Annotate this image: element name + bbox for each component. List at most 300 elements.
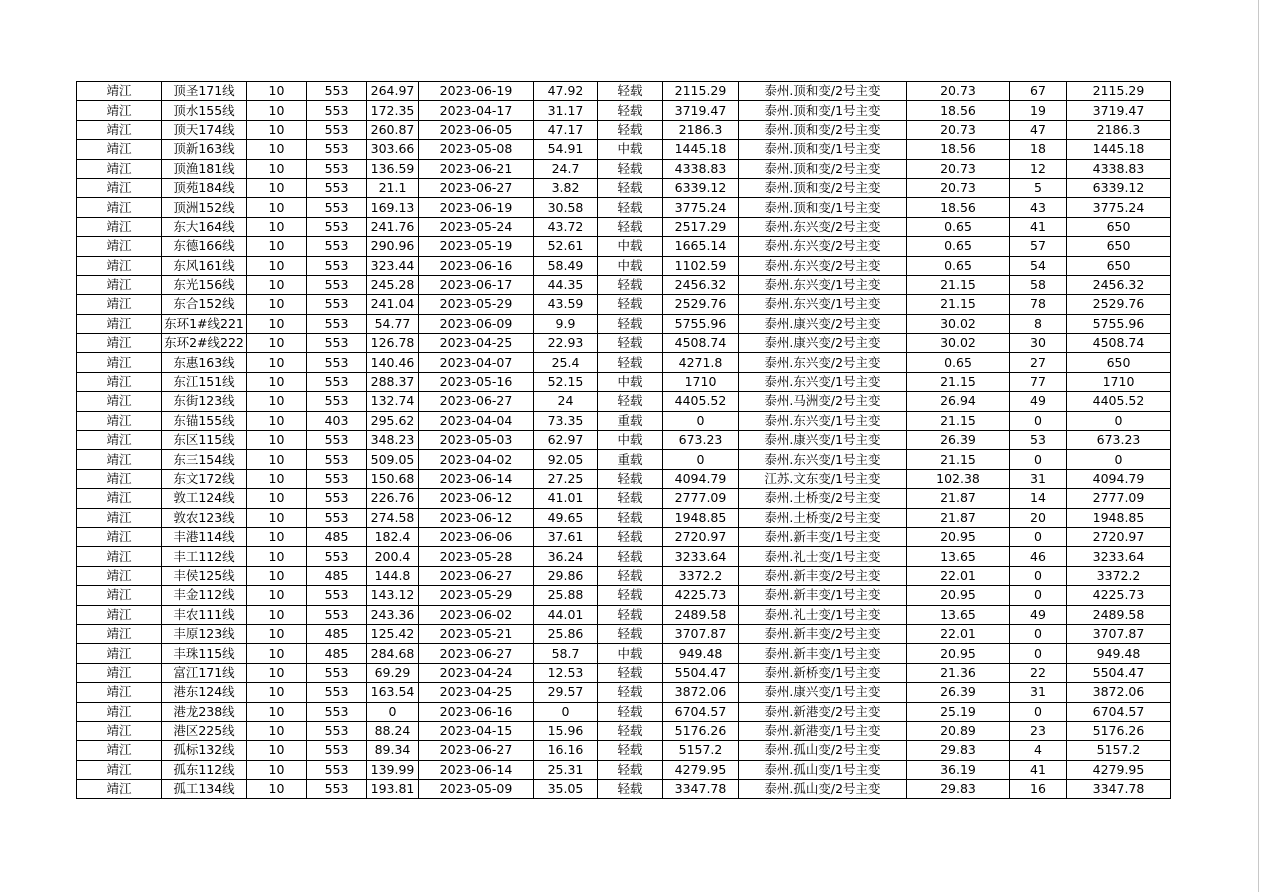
capacity-cell: 553 — [307, 392, 367, 411]
transformer-value-cell: 18.56 — [907, 101, 1010, 120]
count-cell: 30 — [1010, 334, 1067, 353]
load-status-cell: 中载 — [598, 372, 663, 391]
line-name-cell: 顶苑184线 — [162, 178, 247, 197]
load-rate-cell: 30.58 — [534, 198, 598, 217]
load-rate-cell: 44.35 — [534, 275, 598, 294]
count-cell: 14 — [1010, 489, 1067, 508]
load-cell: 193.81 — [367, 780, 419, 799]
final-capacity-cell: 2720.97 — [1067, 527, 1171, 546]
table-row — [77, 82, 1171, 101]
county-cell: 靖江 — [77, 663, 162, 682]
table-row — [77, 392, 1171, 411]
voltage-cell: 10 — [247, 431, 307, 450]
count-cell: 0 — [1010, 644, 1067, 663]
table-row — [77, 217, 1171, 236]
voltage-cell: 10 — [247, 566, 307, 585]
capacity-cell: 553 — [307, 547, 367, 566]
voltage-cell: 10 — [247, 721, 307, 740]
county-cell: 靖江 — [77, 353, 162, 372]
transformer-cell: 泰州.孤山变/1号主变 — [739, 760, 907, 779]
available-capacity-cell: 2517.29 — [663, 217, 739, 236]
county-cell: 靖江 — [77, 741, 162, 760]
load-status-cell: 轻载 — [598, 489, 663, 508]
load-rate-cell: 47.92 — [534, 82, 598, 101]
date-cell: 2023-04-25 — [419, 683, 534, 702]
load-cell: 288.37 — [367, 372, 419, 391]
table-row — [77, 469, 1171, 488]
final-capacity-cell: 0 — [1067, 450, 1171, 469]
transformer-value-cell: 22.01 — [907, 566, 1010, 585]
load-rate-cell: 73.35 — [534, 411, 598, 430]
capacity-cell: 553 — [307, 334, 367, 353]
voltage-cell: 10 — [247, 353, 307, 372]
count-cell: 57 — [1010, 237, 1067, 256]
load-rate-cell: 62.97 — [534, 431, 598, 450]
capacity-cell: 553 — [307, 489, 367, 508]
load-status-cell: 轻载 — [598, 741, 663, 760]
transformer-value-cell: 20.95 — [907, 586, 1010, 605]
count-cell: 0 — [1010, 624, 1067, 643]
load-rate-cell: 54.91 — [534, 140, 598, 159]
capacity-cell: 553 — [307, 450, 367, 469]
available-capacity-cell: 3707.87 — [663, 624, 739, 643]
transformer-value-cell: 21.36 — [907, 663, 1010, 682]
available-capacity-cell: 1665.14 — [663, 237, 739, 256]
transformer-value-cell: 20.73 — [907, 120, 1010, 139]
date-cell: 2023-05-03 — [419, 431, 534, 450]
count-cell: 58 — [1010, 275, 1067, 294]
load-status-cell: 轻载 — [598, 605, 663, 624]
date-cell: 2023-06-27 — [419, 178, 534, 197]
available-capacity-cell: 2529.76 — [663, 295, 739, 314]
available-capacity-cell: 5176.26 — [663, 721, 739, 740]
transformer-value-cell: 20.73 — [907, 159, 1010, 178]
transformer-value-cell: 21.15 — [907, 450, 1010, 469]
load-status-cell: 轻载 — [598, 314, 663, 333]
transformer-cell: 泰州.东兴变/2号主变 — [739, 256, 907, 275]
count-cell: 67 — [1010, 82, 1067, 101]
load-rate-cell: 52.15 — [534, 372, 598, 391]
count-cell: 78 — [1010, 295, 1067, 314]
load-cell: 323.44 — [367, 256, 419, 275]
load-status-cell: 轻载 — [598, 780, 663, 799]
capacity-cell: 553 — [307, 508, 367, 527]
load-cell: 169.13 — [367, 198, 419, 217]
capacity-cell: 553 — [307, 353, 367, 372]
available-capacity-cell: 2777.09 — [663, 489, 739, 508]
load-status-cell: 轻载 — [598, 101, 663, 120]
load-status-cell: 轻载 — [598, 683, 663, 702]
count-cell: 41 — [1010, 217, 1067, 236]
available-capacity-cell: 3233.64 — [663, 547, 739, 566]
transformer-cell: 泰州.新桥变/1号主变 — [739, 663, 907, 682]
table-row — [77, 702, 1171, 721]
final-capacity-cell: 6704.57 — [1067, 702, 1171, 721]
line-name-cell: 东环1#线221 — [162, 314, 247, 333]
available-capacity-cell: 949.48 — [663, 644, 739, 663]
table-row — [77, 178, 1171, 197]
line-name-cell: 丰珠115线 — [162, 644, 247, 663]
load-rate-cell: 43.72 — [534, 217, 598, 236]
load-rate-cell: 29.57 — [534, 683, 598, 702]
date-cell: 2023-05-16 — [419, 372, 534, 391]
line-name-cell: 丰侯125线 — [162, 566, 247, 585]
transformer-value-cell: 20.95 — [907, 644, 1010, 663]
load-cell: 348.23 — [367, 431, 419, 450]
load-rate-cell: 0 — [534, 702, 598, 721]
line-name-cell: 敦农123线 — [162, 508, 247, 527]
load-rate-cell: 44.01 — [534, 605, 598, 624]
table-row — [77, 741, 1171, 760]
final-capacity-cell: 4225.73 — [1067, 586, 1171, 605]
voltage-cell: 10 — [247, 624, 307, 643]
load-cell: 172.35 — [367, 101, 419, 120]
count-cell: 31 — [1010, 683, 1067, 702]
load-rate-cell: 37.61 — [534, 527, 598, 546]
count-cell: 49 — [1010, 392, 1067, 411]
county-cell: 靖江 — [77, 605, 162, 624]
load-rate-cell: 52.61 — [534, 237, 598, 256]
voltage-cell: 10 — [247, 372, 307, 391]
load-status-cell: 轻载 — [598, 295, 663, 314]
load-cell: 21.1 — [367, 178, 419, 197]
load-rate-cell: 41.01 — [534, 489, 598, 508]
load-cell: 295.62 — [367, 411, 419, 430]
table-row — [77, 431, 1171, 450]
county-cell: 靖江 — [77, 411, 162, 430]
available-capacity-cell: 4094.79 — [663, 469, 739, 488]
transformer-value-cell: 20.89 — [907, 721, 1010, 740]
load-status-cell: 重载 — [598, 411, 663, 430]
county-cell: 靖江 — [77, 431, 162, 450]
final-capacity-cell: 3347.78 — [1067, 780, 1171, 799]
voltage-cell: 10 — [247, 140, 307, 159]
transformer-value-cell: 20.73 — [907, 178, 1010, 197]
voltage-cell: 10 — [247, 217, 307, 236]
transformer-cell: 泰州.东兴变/1号主变 — [739, 372, 907, 391]
date-cell: 2023-06-19 — [419, 82, 534, 101]
load-cell: 274.58 — [367, 508, 419, 527]
load-status-cell: 轻载 — [598, 469, 663, 488]
line-name-cell: 东德166线 — [162, 237, 247, 256]
final-capacity-cell: 5157.2 — [1067, 741, 1171, 760]
county-cell: 靖江 — [77, 334, 162, 353]
capacity-cell: 553 — [307, 586, 367, 605]
available-capacity-cell: 1445.18 — [663, 140, 739, 159]
date-cell: 2023-05-19 — [419, 237, 534, 256]
line-name-cell: 港区225线 — [162, 721, 247, 740]
final-capacity-cell: 5504.47 — [1067, 663, 1171, 682]
available-capacity-cell: 2186.3 — [663, 120, 739, 139]
load-cell: 241.76 — [367, 217, 419, 236]
county-cell: 靖江 — [77, 721, 162, 740]
load-status-cell: 轻载 — [598, 275, 663, 294]
load-cell: 126.78 — [367, 334, 419, 353]
available-capacity-cell: 673.23 — [663, 431, 739, 450]
final-capacity-cell: 5755.96 — [1067, 314, 1171, 333]
table-row — [77, 489, 1171, 508]
voltage-cell: 10 — [247, 237, 307, 256]
count-cell: 53 — [1010, 431, 1067, 450]
available-capacity-cell: 5157.2 — [663, 741, 739, 760]
capacity-cell: 553 — [307, 663, 367, 682]
load-status-cell: 轻载 — [598, 586, 663, 605]
available-capacity-cell: 4338.83 — [663, 159, 739, 178]
final-capacity-cell: 3719.47 — [1067, 101, 1171, 120]
line-name-cell: 顶圣171线 — [162, 82, 247, 101]
date-cell: 2023-04-02 — [419, 450, 534, 469]
transformer-cell: 泰州.新丰变/2号主变 — [739, 624, 907, 643]
load-cell: 264.97 — [367, 82, 419, 101]
date-cell: 2023-06-02 — [419, 605, 534, 624]
county-cell: 靖江 — [77, 140, 162, 159]
line-name-cell: 顶天174线 — [162, 120, 247, 139]
line-name-cell: 东江151线 — [162, 372, 247, 391]
transformer-value-cell: 30.02 — [907, 314, 1010, 333]
transformer-cell: 泰州.顶和变/2号主变 — [739, 82, 907, 101]
transformer-cell: 泰州.东兴变/1号主变 — [739, 275, 907, 294]
transformer-value-cell: 20.73 — [907, 82, 1010, 101]
load-cell: 132.74 — [367, 392, 419, 411]
capacity-cell: 553 — [307, 140, 367, 159]
transformer-value-cell: 21.87 — [907, 508, 1010, 527]
line-name-cell: 港东124线 — [162, 683, 247, 702]
final-capacity-cell: 2777.09 — [1067, 489, 1171, 508]
county-cell: 靖江 — [77, 547, 162, 566]
voltage-cell: 10 — [247, 780, 307, 799]
date-cell: 2023-06-14 — [419, 469, 534, 488]
load-status-cell: 轻载 — [598, 120, 663, 139]
table-row — [77, 644, 1171, 663]
capacity-cell: 553 — [307, 702, 367, 721]
final-capacity-cell: 2529.76 — [1067, 295, 1171, 314]
load-status-cell: 中载 — [598, 644, 663, 663]
final-capacity-cell: 650 — [1067, 237, 1171, 256]
transformer-value-cell: 21.15 — [907, 275, 1010, 294]
transformer-value-cell: 26.39 — [907, 431, 1010, 450]
county-cell: 靖江 — [77, 178, 162, 197]
count-cell: 77 — [1010, 372, 1067, 391]
load-cell: 509.05 — [367, 450, 419, 469]
final-capacity-cell: 1710 — [1067, 372, 1171, 391]
final-capacity-cell: 2456.32 — [1067, 275, 1171, 294]
load-rate-cell: 29.86 — [534, 566, 598, 585]
available-capacity-cell: 3719.47 — [663, 101, 739, 120]
load-status-cell: 轻载 — [598, 527, 663, 546]
line-name-cell: 顶洲152线 — [162, 198, 247, 217]
transformer-cell: 泰州.新港变/1号主变 — [739, 721, 907, 740]
table-row — [77, 295, 1171, 314]
page-edge-divider — [1258, 0, 1259, 892]
count-cell: 0 — [1010, 702, 1067, 721]
voltage-cell: 10 — [247, 586, 307, 605]
date-cell: 2023-06-12 — [419, 489, 534, 508]
load-rate-cell: 22.93 — [534, 334, 598, 353]
count-cell: 47 — [1010, 120, 1067, 139]
capacity-cell: 485 — [307, 566, 367, 585]
count-cell: 20 — [1010, 508, 1067, 527]
count-cell: 4 — [1010, 741, 1067, 760]
county-cell: 靖江 — [77, 120, 162, 139]
table-row — [77, 334, 1171, 353]
table-row — [77, 760, 1171, 779]
date-cell: 2023-04-15 — [419, 721, 534, 740]
load-cell: 0 — [367, 702, 419, 721]
final-capacity-cell: 3775.24 — [1067, 198, 1171, 217]
voltage-cell: 10 — [247, 760, 307, 779]
final-capacity-cell: 4508.74 — [1067, 334, 1171, 353]
count-cell: 0 — [1010, 450, 1067, 469]
available-capacity-cell: 3775.24 — [663, 198, 739, 217]
table-row — [77, 566, 1171, 585]
load-rate-cell: 9.9 — [534, 314, 598, 333]
transformer-cell: 泰州.新丰变/1号主变 — [739, 644, 907, 663]
available-capacity-cell: 2115.29 — [663, 82, 739, 101]
count-cell: 46 — [1010, 547, 1067, 566]
transformer-cell: 泰州.东兴变/1号主变 — [739, 295, 907, 314]
load-status-cell: 轻载 — [598, 547, 663, 566]
load-rate-cell: 25.86 — [534, 624, 598, 643]
available-capacity-cell: 2489.58 — [663, 605, 739, 624]
date-cell: 2023-06-06 — [419, 527, 534, 546]
capacity-cell: 553 — [307, 82, 367, 101]
final-capacity-cell: 3872.06 — [1067, 683, 1171, 702]
transformer-value-cell: 36.19 — [907, 760, 1010, 779]
load-status-cell: 中载 — [598, 431, 663, 450]
county-cell: 靖江 — [77, 295, 162, 314]
capacity-cell: 553 — [307, 120, 367, 139]
capacity-cell: 553 — [307, 314, 367, 333]
transformer-value-cell: 0.65 — [907, 353, 1010, 372]
transformer-cell: 泰州.顶和变/1号主变 — [739, 198, 907, 217]
table-row — [77, 683, 1171, 702]
transformer-cell: 泰州.顶和变/2号主变 — [739, 120, 907, 139]
final-capacity-cell: 650 — [1067, 217, 1171, 236]
county-cell: 靖江 — [77, 372, 162, 391]
table-row — [77, 314, 1171, 333]
voltage-cell: 10 — [247, 469, 307, 488]
load-cell: 125.42 — [367, 624, 419, 643]
county-cell: 靖江 — [77, 198, 162, 217]
transformer-cell: 泰州.新港变/2号主变 — [739, 702, 907, 721]
table-row — [77, 256, 1171, 275]
transformer-value-cell: 26.94 — [907, 392, 1010, 411]
load-status-cell: 轻载 — [598, 566, 663, 585]
load-rate-cell: 31.17 — [534, 101, 598, 120]
load-cell: 139.99 — [367, 760, 419, 779]
transformer-cell: 泰州.土桥变/2号主变 — [739, 508, 907, 527]
available-capacity-cell: 1710 — [663, 372, 739, 391]
load-rate-cell: 25.88 — [534, 586, 598, 605]
final-capacity-cell: 2489.58 — [1067, 605, 1171, 624]
line-name-cell: 东锚155线 — [162, 411, 247, 430]
load-cell: 150.68 — [367, 469, 419, 488]
transformer-cell: 泰州.东兴变/2号主变 — [739, 353, 907, 372]
capacity-cell: 485 — [307, 644, 367, 663]
table-row — [77, 159, 1171, 178]
capacity-cell: 553 — [307, 217, 367, 236]
load-status-cell: 轻载 — [598, 721, 663, 740]
county-cell: 靖江 — [77, 217, 162, 236]
load-cell: 163.54 — [367, 683, 419, 702]
count-cell: 31 — [1010, 469, 1067, 488]
table-row — [77, 624, 1171, 643]
county-cell: 靖江 — [77, 624, 162, 643]
load-status-cell: 中载 — [598, 256, 663, 275]
final-capacity-cell: 3233.64 — [1067, 547, 1171, 566]
load-cell: 144.8 — [367, 566, 419, 585]
data-table — [76, 81, 1171, 799]
voltage-cell: 10 — [247, 547, 307, 566]
transformer-value-cell: 30.02 — [907, 334, 1010, 353]
table-row — [77, 721, 1171, 740]
date-cell: 2023-06-16 — [419, 702, 534, 721]
load-status-cell: 轻载 — [598, 217, 663, 236]
load-cell: 241.04 — [367, 295, 419, 314]
transformer-cell: 泰州.礼士变/1号主变 — [739, 605, 907, 624]
capacity-cell: 553 — [307, 101, 367, 120]
final-capacity-cell: 0 — [1067, 411, 1171, 430]
table-row — [77, 237, 1171, 256]
final-capacity-cell: 6339.12 — [1067, 178, 1171, 197]
load-status-cell: 轻载 — [598, 760, 663, 779]
voltage-cell: 10 — [247, 683, 307, 702]
line-name-cell: 顶水155线 — [162, 101, 247, 120]
county-cell: 靖江 — [77, 159, 162, 178]
transformer-value-cell: 13.65 — [907, 605, 1010, 624]
voltage-cell: 10 — [247, 314, 307, 333]
table-row — [77, 605, 1171, 624]
count-cell: 8 — [1010, 314, 1067, 333]
line-name-cell: 东惠163线 — [162, 353, 247, 372]
date-cell: 2023-06-16 — [419, 256, 534, 275]
date-cell: 2023-06-27 — [419, 566, 534, 585]
date-cell: 2023-05-21 — [419, 624, 534, 643]
county-cell: 靖江 — [77, 780, 162, 799]
transformer-cell: 泰州.康兴变/2号主变 — [739, 334, 907, 353]
transformer-cell: 泰州.礼士变/1号主变 — [739, 547, 907, 566]
load-cell: 89.34 — [367, 741, 419, 760]
load-status-cell: 中载 — [598, 237, 663, 256]
line-name-cell: 丰原123线 — [162, 624, 247, 643]
voltage-cell: 10 — [247, 489, 307, 508]
load-rate-cell: 24 — [534, 392, 598, 411]
voltage-cell: 10 — [247, 178, 307, 197]
load-cell: 69.29 — [367, 663, 419, 682]
capacity-cell: 553 — [307, 431, 367, 450]
voltage-cell: 10 — [247, 82, 307, 101]
transformer-value-cell: 26.39 — [907, 683, 1010, 702]
line-name-cell: 丰农111线 — [162, 605, 247, 624]
available-capacity-cell: 5755.96 — [663, 314, 739, 333]
final-capacity-cell: 4338.83 — [1067, 159, 1171, 178]
line-name-cell: 丰工112线 — [162, 547, 247, 566]
capacity-cell: 553 — [307, 198, 367, 217]
transformer-value-cell: 29.83 — [907, 741, 1010, 760]
capacity-cell: 553 — [307, 683, 367, 702]
transformer-value-cell: 25.19 — [907, 702, 1010, 721]
available-capacity-cell: 3347.78 — [663, 780, 739, 799]
county-cell: 靖江 — [77, 508, 162, 527]
final-capacity-cell: 2186.3 — [1067, 120, 1171, 139]
transformer-value-cell: 21.15 — [907, 295, 1010, 314]
transformer-cell: 泰州.马洲变/2号主变 — [739, 392, 907, 411]
final-capacity-cell: 2115.29 — [1067, 82, 1171, 101]
load-status-cell: 重载 — [598, 450, 663, 469]
line-name-cell: 东文172线 — [162, 469, 247, 488]
county-cell: 靖江 — [77, 101, 162, 120]
voltage-cell: 10 — [247, 644, 307, 663]
